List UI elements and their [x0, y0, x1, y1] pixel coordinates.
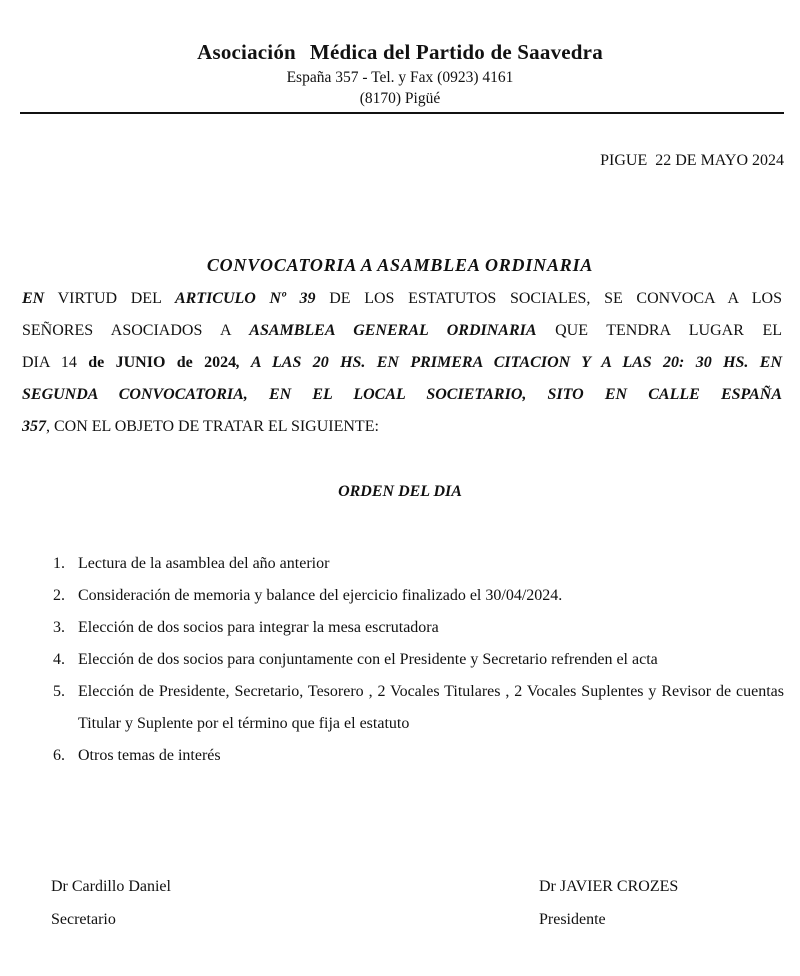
agenda-item-text: Elección de Presidente, Secretario, Tesorero , 2 Vocales Titulares , 2 Vocales Suplentes y Revisor de cuentas Titular y Suplente por el término que fija el estatuto: [78, 683, 784, 732]
body-text-fragment: de JUNIO de 2024: [88, 354, 237, 371]
body-text-fragment: SEÑORES ASOCIADOS A: [22, 322, 250, 339]
body-text-fragment: 357: [22, 418, 46, 435]
convocatoria-body: [22, 283, 782, 443]
organization-title-part1: Asociación: [197, 40, 296, 64]
organization-city: (8170) Pigüé: [359, 90, 441, 107]
agenda-item: [22, 676, 784, 740]
secretary-name: Dr Cardillo Daniel: [51, 878, 171, 895]
agenda-item-number: 5.: [53, 683, 65, 700]
agenda-item-number: 1.: [53, 555, 65, 572]
body-text-fragment: DE LOS ESTATUTOS SOCIALES, SE CONVOCA A LOS: [315, 290, 783, 307]
body-text-fragment: QUE TENDRA LUGAR EL: [536, 322, 782, 339]
agenda-item-number: 6.: [53, 747, 65, 764]
agenda-list: [22, 548, 784, 772]
body-text-fragment: ASAMBLEA GENERAL ORDINARIA: [249, 322, 537, 339]
convocatoria-title: CONVOCATORIA A ASAMBLEA ORDINARIA: [206, 255, 594, 275]
body-line-4: SEGUNDA CONVOCATORIA, EN EL LOCAL SOCIETARIO, SITO EN CALLE ESPAÑA: [22, 386, 782, 403]
organization-title-part2: Médica del Partido de Saavedra: [309, 40, 603, 64]
agenda-item-number: 4.: [53, 651, 65, 668]
body-text-fragment: DIA 14: [22, 354, 89, 371]
agenda-title: ORDEN DEL DIA: [338, 483, 462, 500]
document-date: PIGUE 22 DE MAYO 2024: [600, 152, 784, 169]
body-line-2: [22, 315, 782, 347]
agenda-item: [22, 580, 784, 612]
body-text-fragment: , A LAS 20 HS. EN PRIMERA CITACION Y A LAS 20: 30 HS. EN: [236, 354, 782, 371]
agenda-item-number: 2.: [53, 587, 65, 604]
agenda-item: [22, 548, 784, 580]
president-role: Presidente: [539, 911, 606, 928]
body-text-fragment: , CON EL OBJETO DE TRATAR EL SIGUIENTE:: [46, 418, 379, 435]
body-line-5: [22, 411, 782, 443]
agenda-item-text: Otros temas de interés: [78, 747, 221, 764]
agenda-item-text: Lectura de la asamblea del año anterior: [78, 555, 330, 572]
agenda-item-text: Consideración de memoria y balance del ejercicio finalizado el 30/04/2024.: [78, 587, 563, 604]
president-name: Dr JAVIER CROZES: [539, 878, 679, 895]
body-text-fragment: EN: [22, 290, 45, 307]
organization-title: [0, 40, 800, 65]
secretary-role: Secretario: [51, 911, 116, 928]
body-text-fragment: ARTICULO Nº 39: [174, 290, 316, 307]
agenda-item: [22, 740, 784, 772]
organization-address: España 357 - Tel. y Fax (0923) 4161: [286, 69, 514, 86]
body-line-3: [22, 347, 782, 379]
agenda-item-number: 3.: [53, 619, 65, 636]
agenda-item-text: Elección de dos socios para integrar la mesa escrutadora: [78, 619, 439, 636]
agenda-item: [22, 612, 784, 644]
body-text-fragment: VIRTUD DEL: [44, 290, 175, 307]
agenda-item: [22, 644, 784, 676]
header-divider: [20, 112, 784, 114]
body-line-1: [22, 283, 782, 315]
agenda-item-text: Elección de dos socios para conjuntamente con el Presidente y Secretario refrenden el acta: [78, 651, 658, 668]
